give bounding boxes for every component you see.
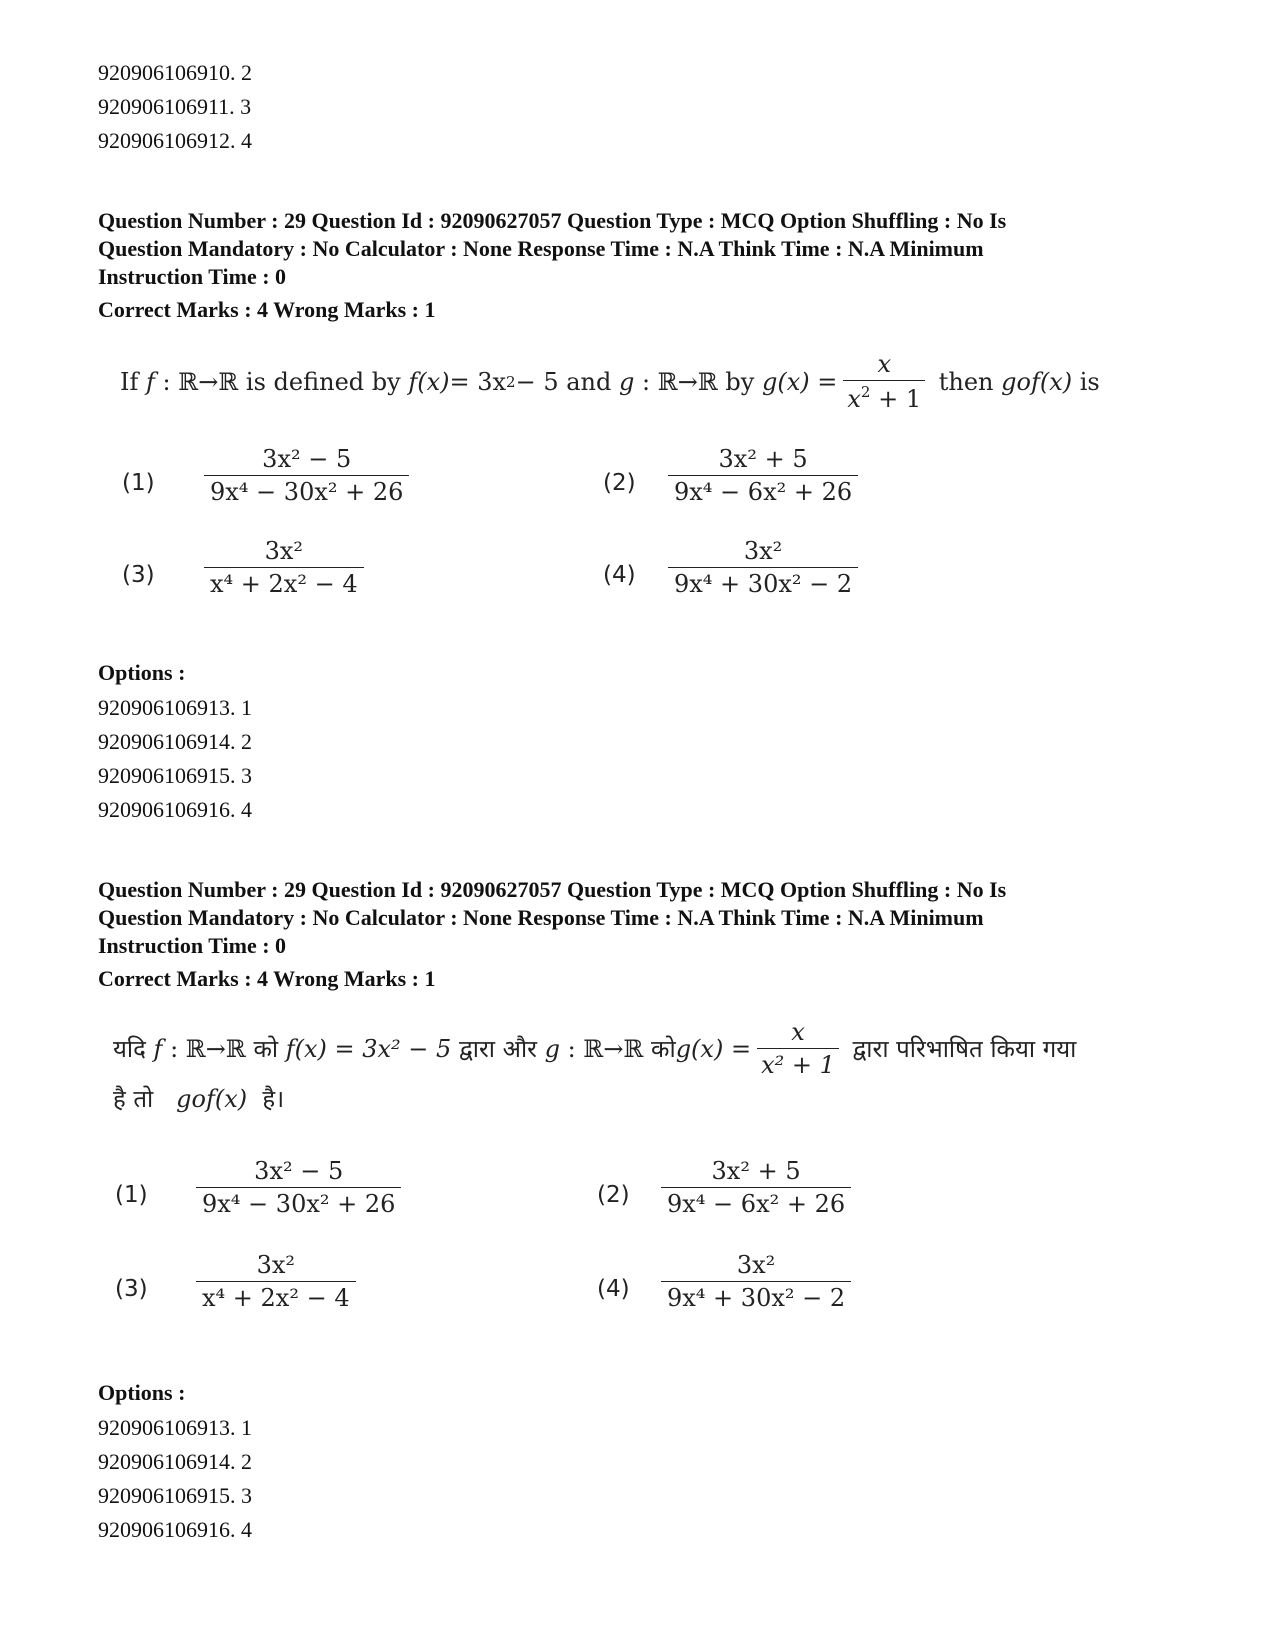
stem-var: f: [153, 1034, 163, 1063]
stem-expr: = 3x: [449, 367, 507, 396]
stem-text: then: [938, 367, 994, 396]
choice-fraction: [662, 537, 864, 598]
fraction-numerator: x: [791, 1018, 805, 1046]
stem-text: :: [642, 367, 651, 396]
question-stem: [113, 1018, 1076, 1079]
stem-text: को: [651, 1035, 676, 1063]
options-heading: Options :: [98, 660, 186, 685]
stem-expr: gof(x): [1001, 367, 1073, 396]
option-line: 920906106910. 2: [98, 60, 252, 85]
question-stem-continued: [113, 1082, 284, 1115]
option-line: 920906106914. 2: [98, 729, 252, 754]
question-meta-line: Question Number : 29 Question Id : 92090627057 Question Type : MCQ Option Shuffling : No Is: [98, 877, 1007, 902]
choice-fraction: [655, 1157, 857, 1218]
choice-label: (3): [122, 562, 155, 588]
question-stem: [120, 350, 1100, 413]
fraction-numerator: 3x²: [736, 1251, 776, 1279]
question-meta: [98, 876, 1006, 960]
fraction-denominator: 9x⁴ − 30x² + 26: [204, 475, 409, 506]
option-line: 920906106913. 1: [98, 1415, 252, 1440]
stem-var: g: [619, 367, 635, 396]
fraction-numerator: 3x² − 5: [254, 1157, 344, 1185]
stem-text: If: [120, 367, 139, 396]
fraction-numerator: 3x² + 5: [711, 1157, 801, 1185]
stem-expr: g(x) =: [761, 367, 838, 396]
stem-expr: gof(x): [176, 1085, 248, 1113]
option-line: 920906106915. 3: [98, 763, 252, 788]
option-line: 920906106915. 3: [98, 1483, 252, 1508]
stem-text: है।: [262, 1085, 285, 1113]
fraction-numerator: 3x² + 5: [718, 445, 808, 473]
fraction-denominator: 9x⁴ − 6x² + 26: [668, 475, 858, 506]
stem-expr: g(x) =: [675, 1034, 752, 1063]
choice-label: (4): [603, 562, 636, 588]
choice-fraction: [190, 1157, 407, 1218]
fraction-denominator: x⁴ + 2x² − 4: [196, 1281, 356, 1312]
option-line: 920906106914. 2: [98, 1449, 252, 1474]
choice-fraction: [198, 537, 370, 598]
stem-text: and: [566, 367, 612, 396]
question-meta-line: Question Mandatory : No Calculator : None Response Time : N.A Think Time : N.A Minimum: [98, 236, 984, 261]
choice-fraction: [190, 1251, 362, 1312]
stem-set: ℝ→ℝ: [178, 367, 239, 396]
fraction-numerator: x: [877, 350, 891, 378]
fraction-numerator: 3x²: [264, 537, 304, 565]
options-heading: Options :: [98, 1380, 186, 1405]
choice-label: (2): [597, 1182, 630, 1208]
question-meta-line: Instruction Time : 0: [98, 933, 287, 958]
choice-label: (2): [603, 470, 636, 496]
stem-text: को: [253, 1035, 279, 1063]
choice-fraction: [655, 1251, 857, 1312]
fraction-numerator: 3x² − 5: [262, 445, 352, 473]
option-line: 920906106913. 1: [98, 695, 252, 720]
stem-text: is: [1079, 367, 1100, 396]
stem-set: ℝ→ℝ: [583, 1034, 644, 1063]
fraction-numerator: 3x²: [743, 537, 783, 565]
stem-var: g: [544, 1034, 561, 1063]
choice-label: (4): [597, 1276, 630, 1302]
stem-text: :: [567, 1034, 576, 1063]
fraction-denominator: $x^2 + 1$: [843, 380, 925, 413]
stem-text: द्वारा और: [458, 1035, 537, 1063]
option-line: 920906106911. 3: [98, 94, 252, 119]
stem-expr: f(x): [408, 367, 450, 396]
stem-text: है तो: [113, 1085, 154, 1113]
stem-text: द्वारा परिभाषित किया गया: [852, 1035, 1077, 1063]
question-meta: [98, 207, 1006, 291]
fraction-denominator: 9x⁴ + 30x² − 2: [661, 1281, 851, 1312]
question-meta-line: Question Mandatory : No Calculator : None Response Time : N.A Think Time : N.A Minimum: [98, 905, 984, 930]
stem-var: f: [146, 367, 155, 396]
stem-text: :: [162, 367, 171, 396]
choice-fraction: [662, 445, 864, 506]
option-line: 920906106916. 4: [98, 797, 252, 822]
choice-label: (3): [115, 1276, 148, 1302]
stem-exp: 2: [506, 372, 516, 391]
choice-fraction: [198, 445, 415, 506]
fraction-denominator: 9x⁴ − 30x² + 26: [196, 1187, 401, 1218]
fraction-denominator: x² + 1: [757, 1048, 839, 1079]
marks-line: Correct Marks : 4 Wrong Marks : 1: [98, 297, 436, 322]
choice-label: (1): [115, 1182, 148, 1208]
stem-set: ℝ→ℝ: [657, 367, 718, 396]
option-line: 920906106916. 4: [98, 1517, 252, 1542]
fraction-denominator: 9x⁴ − 6x² + 26: [661, 1187, 851, 1218]
marks-line: Correct Marks : 4 Wrong Marks : 1: [98, 966, 436, 991]
stem-text: :: [170, 1034, 179, 1063]
fraction-numerator: 3x²: [256, 1251, 296, 1279]
stem-text: is defined by: [245, 367, 401, 396]
stem-text: यदि: [113, 1035, 146, 1063]
fraction-denominator: 9x⁴ + 30x² − 2: [668, 567, 858, 598]
stem-expr: − 5: [515, 367, 559, 396]
stem-text: by: [725, 367, 755, 396]
question-meta-line: Question Number : 29 Question Id : 92090627057 Question Type : MCQ Option Shuffling : No Is: [98, 208, 1007, 233]
choice-label: (1): [122, 470, 155, 496]
question-meta-line: Instruction Time : 0: [98, 264, 287, 289]
option-line: 920906106912. 4: [98, 128, 252, 153]
stem-set: ℝ→ℝ: [185, 1034, 246, 1063]
stem-fraction: [843, 350, 925, 413]
stem-fraction: [757, 1018, 839, 1079]
fraction-denominator: x⁴ + 2x² − 4: [204, 567, 364, 598]
stem-expr: f(x) = 3x² − 5: [285, 1034, 452, 1063]
